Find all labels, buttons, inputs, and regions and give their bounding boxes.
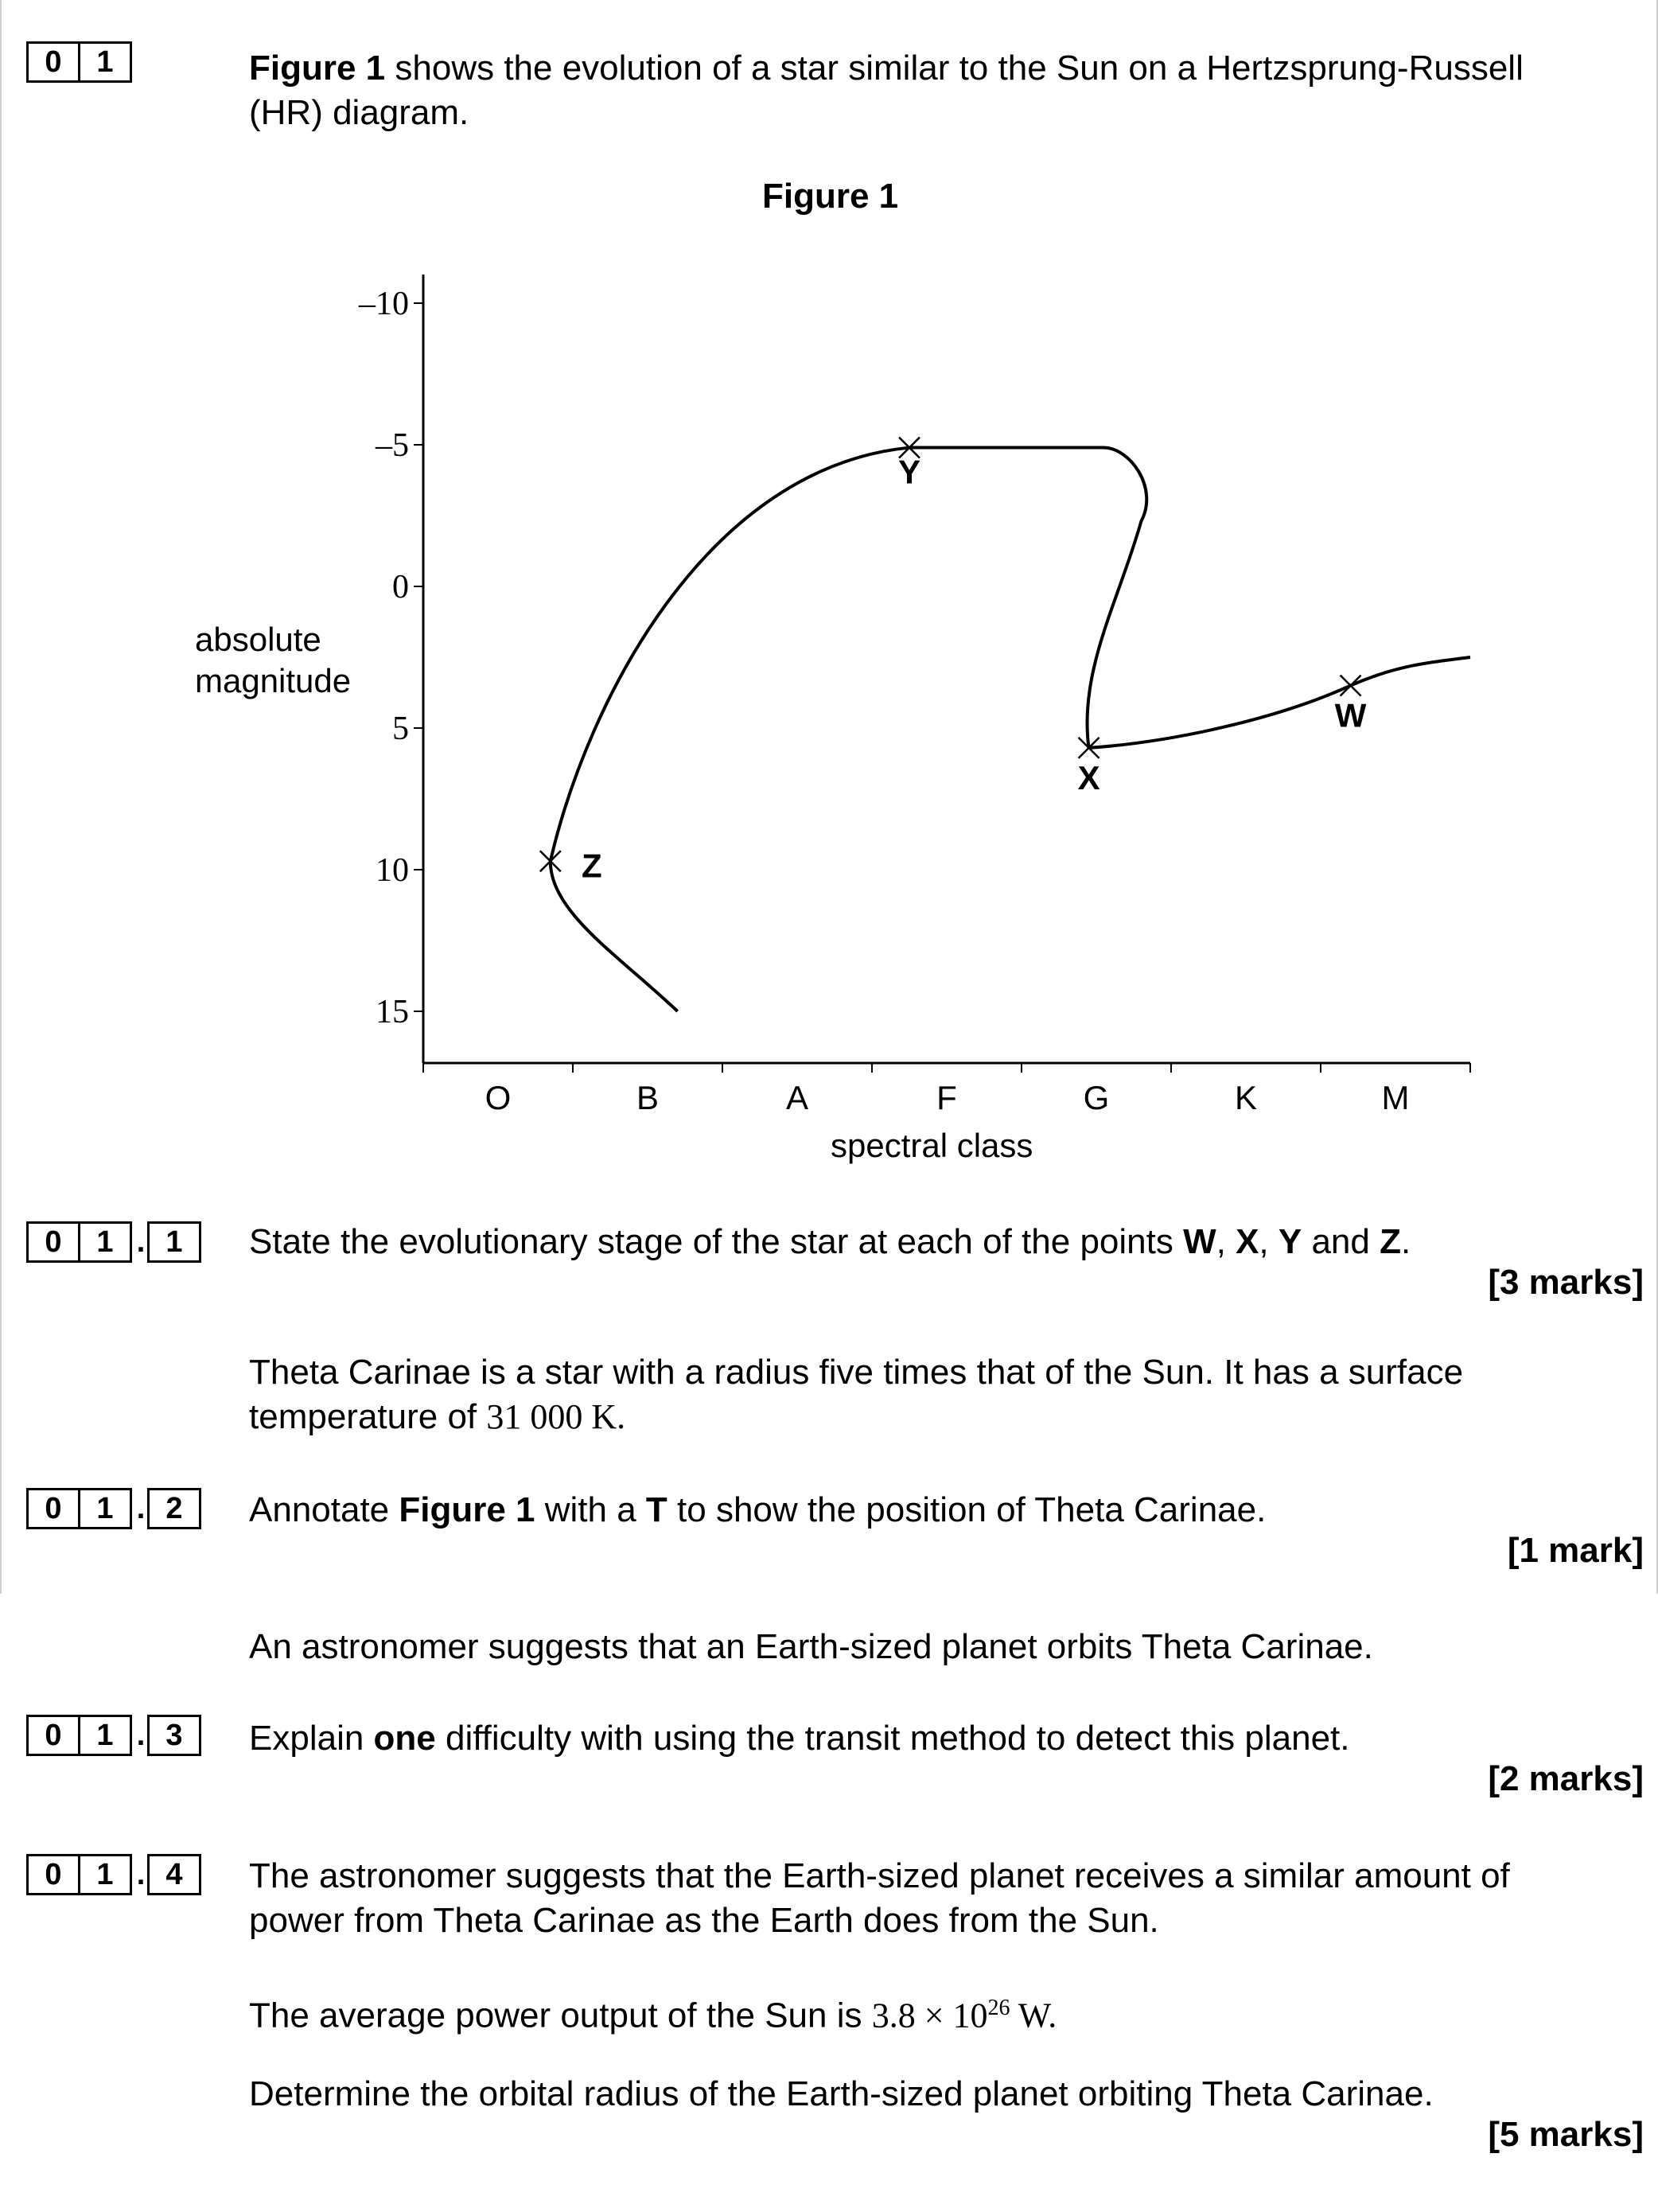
point-label-x: X <box>1077 758 1100 796</box>
part-01-1-text: State the evolutionary stage of the star at each of the points <box>249 1222 1184 1261</box>
separator: , <box>1259 1222 1279 1261</box>
part-01-2-text: Annotate <box>249 1490 399 1529</box>
part-number-digit: 2 <box>147 1488 201 1529</box>
y-axis-label: magnitude <box>195 662 352 699</box>
sun-power-statement <box>249 1986 1057 2039</box>
y-tick-label: 15 <box>376 994 409 1030</box>
y-axis-label: absolute <box>195 621 321 658</box>
point-x-ref: X <box>1236 1222 1259 1261</box>
evolutionary-track-line <box>551 448 1470 1011</box>
part-number-digit: 1 <box>78 1488 132 1529</box>
theta-temperature: 31 000 K. <box>486 1397 626 1436</box>
part-number-digit: 0 <box>26 1854 80 1895</box>
part-number-digit: 0 <box>26 1221 80 1263</box>
intro-text: shows the evolution of a star similar to the Sun on a Hertzsprung-Russell <box>385 49 1524 88</box>
x-tick-label: K <box>1234 1079 1258 1116</box>
part-number-digit: 1 <box>78 1221 132 1263</box>
t-ref: T <box>645 1490 667 1529</box>
point-label-z: Z <box>581 847 602 885</box>
sun-power-text: The average power output of the Sun is <box>249 1996 872 2035</box>
part-number-01-2 <box>26 1488 201 1529</box>
part-number-dot: . <box>136 1719 146 1752</box>
part-01-2-text-mid: with a <box>535 1490 646 1529</box>
part-number-digit: 1 <box>78 1854 132 1895</box>
part-01-3-text: Explain <box>249 1719 374 1758</box>
part-01-2-question <box>249 1488 1266 1532</box>
separator: , <box>1216 1222 1236 1261</box>
astronomer-statement: An astronomer suggests that an Earth-sized planet orbits Theta Carinae. <box>249 1627 1373 1666</box>
part-number-dot: . <box>136 1858 146 1891</box>
theta-line2-text: temperature of <box>249 1397 487 1436</box>
y-tick-label: 5 <box>392 711 409 747</box>
part-number-01-3 <box>26 1715 201 1756</box>
part-01-2-text-end: to show the position of Theta Carinae. <box>667 1490 1267 1529</box>
figure-ref: Figure 1 <box>399 1490 535 1529</box>
theta-carinae-intro <box>249 1350 1463 1439</box>
part-number-digit: 1 <box>78 1715 132 1756</box>
part-number-digit: 3 <box>147 1715 201 1756</box>
part-01-3-text-end: difficulty with using the transit method to detect this planet. <box>435 1719 1350 1758</box>
part-01-4-line1: The astronomer suggests that the Earth-sized planet receives a similar amount of <box>249 1856 1510 1895</box>
question-number-digit: 1 <box>78 41 132 83</box>
part-number-01-1 <box>26 1221 201 1263</box>
part-number-digit: 0 <box>26 1488 80 1529</box>
point-z-ref: Z <box>1380 1222 1401 1261</box>
marks-01-4: [5 marks] <box>1488 2115 1644 2154</box>
y-tick-label: 0 <box>392 569 409 606</box>
sun-power-unit: W. <box>1010 1996 1057 2035</box>
intro-text-line2: (HR) diagram. <box>249 93 469 132</box>
determine-instruction: Determine the orbital radius of the Earth-sized planet orbiting Theta Carinae. <box>249 2074 1434 2113</box>
x-tick-label: M <box>1381 1079 1410 1116</box>
part-01-4-question <box>249 1854 1510 1943</box>
part-number-digit: 1 <box>147 1221 201 1263</box>
y-tick-label: –10 <box>359 286 409 322</box>
point-marker-w <box>1341 676 1361 696</box>
marks-01-1: [3 marks] <box>1488 1263 1644 1302</box>
part-number-dot: . <box>136 1225 146 1259</box>
y-tick-label: 10 <box>376 852 409 889</box>
x-tick-label: A <box>785 1079 809 1116</box>
theta-line1: Theta Carinae is a star with a radius five times that of the Sun. It has a surface <box>249 1353 1464 1392</box>
question-number-digit: 0 <box>26 41 80 83</box>
figure-title: Figure 1 <box>762 177 899 216</box>
sun-power-exponent: 26 <box>987 1996 1010 2020</box>
one-emphasis: one <box>373 1719 436 1758</box>
intro-figure-ref: Figure 1 <box>249 49 386 88</box>
x-axis-label: spectral class <box>830 1127 1033 1164</box>
part-number-dot: . <box>136 1492 146 1525</box>
y-tick-label: –5 <box>376 427 409 464</box>
x-tick-label: B <box>636 1079 660 1116</box>
part-01-3-question <box>249 1716 1350 1761</box>
sun-power-value: 3.8 × 10 <box>871 1996 988 2035</box>
point-y-ref: Y <box>1278 1222 1302 1261</box>
point-label-w: W <box>1334 696 1367 734</box>
part-number-digit: 4 <box>147 1854 201 1895</box>
x-tick-label: G <box>1083 1079 1110 1116</box>
part-01-1-question <box>249 1220 1411 1264</box>
part-number-01-4 <box>26 1854 201 1895</box>
part-01-1-text-end: . <box>1401 1222 1411 1261</box>
part-number-digit: 0 <box>26 1715 80 1756</box>
marks-01-2: [1 mark] <box>1507 1531 1644 1570</box>
separator: and <box>1302 1222 1380 1261</box>
point-label-y: Y <box>897 453 921 491</box>
part-01-4-line2: power from Theta Carinae as the Earth does from the Sun. <box>249 1901 1159 1940</box>
point-w-ref: W <box>1183 1222 1216 1261</box>
x-tick-label: F <box>936 1079 957 1116</box>
x-tick-label: O <box>485 1079 512 1116</box>
marks-01-3: [2 marks] <box>1488 1759 1644 1798</box>
